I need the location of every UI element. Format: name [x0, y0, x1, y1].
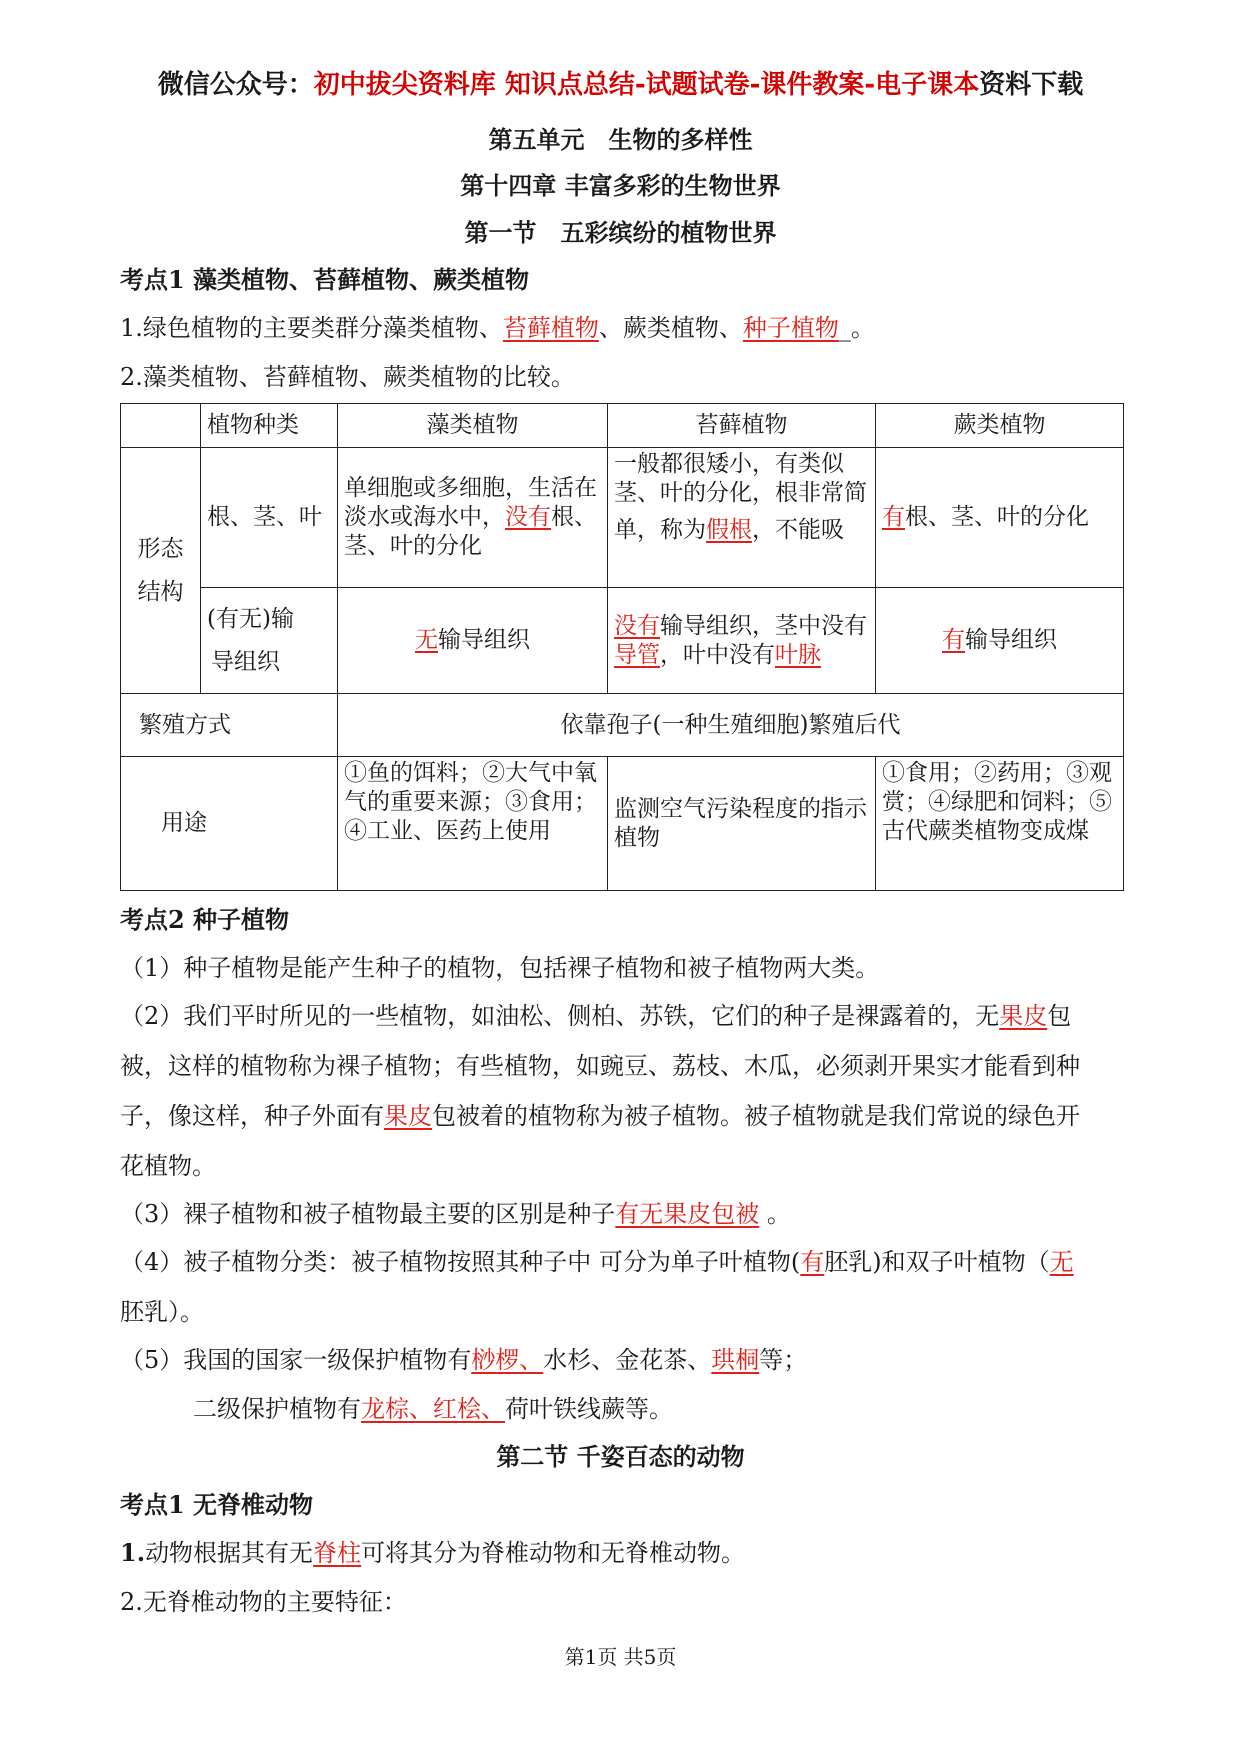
header-algae: 藻类植物	[338, 404, 608, 448]
cell-moss-structure: 一般都很矮小，有类似茎、叶的分化，根非常简 单，称为假根，不能吸	[608, 448, 876, 588]
cell-fern-uses: ①食用；②药用；③观赏；④绿肥和饲料；⑤古代蕨类植物变成煤	[876, 757, 1124, 891]
paragraph-comparison-intro: 2.藻类植物、苔藓植物、蕨类植物的比较。	[120, 363, 575, 391]
table-row	[121, 694, 1124, 757]
cell-algae-uses: ①鱼的饵料；②大气中氧气的重要来源；③食用；④工业、医药上使用	[338, 757, 608, 891]
table-row	[121, 588, 1124, 694]
paragraph-seed-2-line-4: 花植物。	[120, 1152, 216, 1180]
answer-moss: 苔藓植物	[502, 314, 599, 342]
paragraph-seed-4-line-2: 胚乳）。	[120, 1298, 204, 1326]
cell-moss-tissue: 没有输导组织，茎中没有导管，叶中没有叶脉	[608, 588, 876, 694]
cell-fern-tissue: 有输导组织	[876, 588, 1124, 694]
paragraph-seed-4-line-1: （4）被子植物分类：被子植物按照其种子中 可分为单子叶植物(有胚乳)和双子叶植物（无	[120, 1248, 1074, 1276]
paragraph-seed-2-line-2: 被，这样的植物称为裸子植物；有些植物，如豌豆、荔枝、木瓜，必须剥开果实才能看到种	[120, 1052, 1080, 1080]
paragraph-plant-groups: 1.绿色植物的主要类群分藻类植物、苔藓植物、蕨类植物、种子植物_。	[120, 314, 875, 342]
table-row	[121, 757, 1124, 891]
paragraph-seed-2-line-3: 子，像这样，种子外面有果皮包被着的植物称为被子植物。被子植物就是我们常说的绿色开	[120, 1102, 1080, 1130]
header-banner	[0, 64, 1241, 101]
row-label-root-stem-leaf: 根、茎、叶	[201, 448, 338, 588]
paragraph-seed-5: （5）我国的国家一级保护植物有桫椤、水杉、金花茶、珙桐等；	[120, 1346, 808, 1374]
header-plant-type: 植物种类	[201, 404, 338, 448]
paragraph-seed-6: 二级保护植物有龙棕、红桧、荷叶铁线蕨等。	[193, 1395, 673, 1423]
paragraph-seed-1: （1）种子植物是能产生种子的植物，包括裸子植物和被子植物两大类。	[120, 954, 880, 982]
page-footer: 第1页 共5页	[564, 1645, 677, 1669]
cell-fern-structure: 有根、茎、叶的分化	[876, 448, 1124, 588]
paragraph-animal-2: 2.无脊椎动物的主要特征：	[120, 1588, 407, 1616]
table-row	[121, 448, 1124, 588]
row-label-uses: 用途	[121, 757, 338, 891]
banner-suffix: 资料下载	[979, 70, 1084, 100]
row-label-vascular-tissue: (有无)输 导组织	[201, 588, 338, 694]
section-title-1: 第一节 五彩缤纷的植物世界	[464, 218, 777, 247]
table-row	[121, 404, 1124, 448]
banner-highlight: 初中拔尖资料库 知识点总结-试题试卷-课件教案-电子课本	[313, 70, 980, 100]
group-label-morphology: 形态 结构	[121, 448, 201, 694]
banner-prefix: 微信公众号：	[157, 70, 314, 100]
cell-reproduction: 依靠孢子(一种生殖细胞)繁殖后代	[338, 694, 1124, 757]
kaodian-heading-invertebrates: 考点1 无脊椎动物	[120, 1490, 314, 1519]
paragraph-seed-2-line-1: （2）我们平时所见的一些植物，如油松、侧柏、苏铁，它们的种子是裸露着的，无果皮包	[120, 1002, 1072, 1030]
table-corner-cell	[121, 404, 201, 448]
kaodian-heading-seed-plants: 考点2 种子植物	[120, 905, 290, 934]
chapter-title: 第十四章 丰富多彩的生物世界	[460, 171, 781, 200]
kaodian-heading-algae: 考点1 藻类植物、苔藓植物、蕨类植物	[120, 265, 530, 294]
section-title-2: 第二节 千姿百态的动物	[496, 1442, 745, 1471]
paragraph-seed-3: （3）裸子植物和被子植物最主要的区别是种子有无果皮包被 。	[120, 1200, 791, 1228]
comparison-table	[120, 403, 1124, 891]
paragraph-animal-1: 1.动物根据其有无脊柱可将其分为脊椎动物和无脊椎动物。	[120, 1538, 746, 1567]
cell-algae-tissue: 无输导组织	[338, 588, 608, 694]
row-label-reproduction: 繁殖方式	[121, 694, 338, 757]
header-fern: 蕨类植物	[876, 404, 1124, 448]
answer-seed-plant: 种子植物	[742, 314, 839, 342]
header-moss: 苔藓植物	[608, 404, 876, 448]
cell-algae-structure: 单细胞或多细胞，生活在淡水或海水中，没有根、茎、叶的分化	[338, 448, 608, 588]
cell-moss-uses: 监测空气污染程度的指示植物	[608, 757, 876, 891]
unit-title: 第五单元 生物的多样性	[488, 125, 753, 154]
